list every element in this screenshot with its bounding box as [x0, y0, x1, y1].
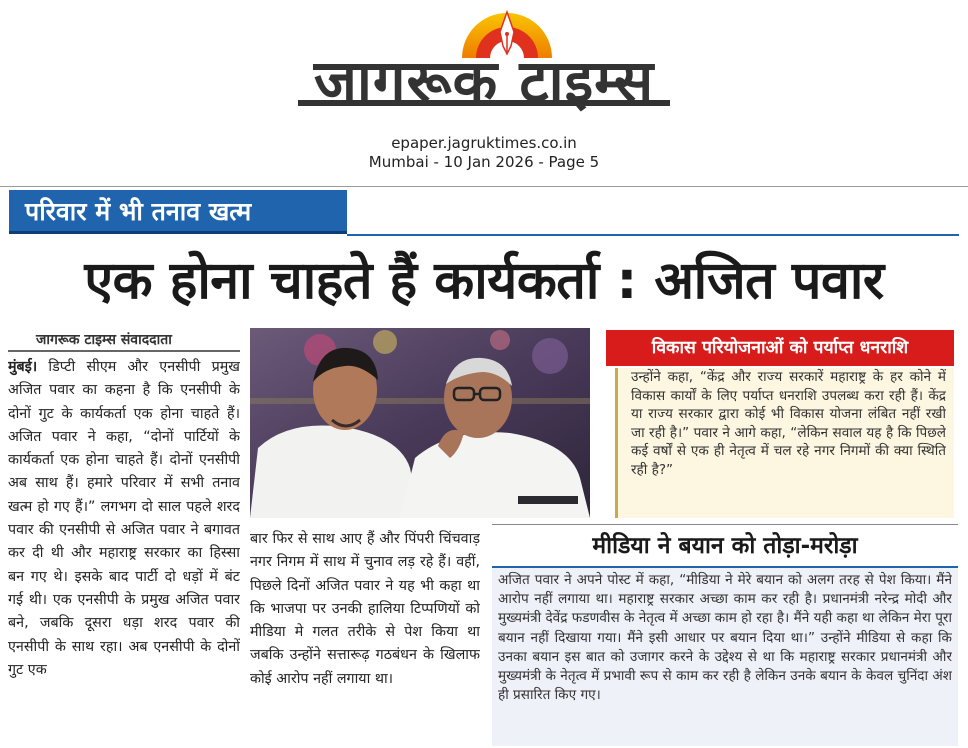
masthead-divider: [0, 186, 968, 187]
photo-illustration: [250, 328, 590, 518]
article-column-1: [8, 356, 240, 744]
kicker: परिवार में भी तनाव खत्म: [9, 190, 347, 234]
edition-date-page: Mumbai - 10 Jan 2026 - Page 5: [368, 153, 600, 171]
masthead: [0, 0, 968, 185]
sidebar-1-body: उन्होंने कहा, “केंद्र और राज्य सरकारें महाराष्ट्र के हर कोने में विकास कार्यों के लिए पर्याप्त धनराशि उपलब्ध करा रही हैं। केंद्र या राज्य सरकार द्वारा कोई भी विकास योजना लंबित नहीं रखी जा रही है।” पवार ने आगे कहा, “लेकिन सवाल यह है कि पिछले कई वर्षों से एक ही नेतृत्व में चल रहे नगर निगमों की क्या स्थिति रही है?”: [631, 369, 946, 478]
newspaper-logo: जागरूक टाइम्स: [313, 47, 655, 115]
dateline: मुंबई।: [8, 359, 38, 375]
headline: एक होना चाहते हैं कार्यकर्ता : अजित पवार: [84, 251, 884, 311]
epaper-url[interactable]: epaper.jagruktimes.co.in: [391, 134, 577, 152]
byline: जागरूक टाइम्स संवाददाता: [36, 332, 172, 348]
sidebar-1-title: विकास परियोजनाओं को पर्याप्त धनराशि: [606, 330, 954, 366]
sidebar-2-title: मीडिया ने बयान को तोड़ा-मरोड़ा: [592, 533, 858, 559]
sidebar-2-body: अजित पवार ने अपने पोस्ट में कहा, “मीडिया ने मेरे बयान को अलग तरह से पेश किया। मैंने आरोप नहीं लगाया था। महाराष्ट्र सरकार अच्छा काम कर रही है। प्रधानमंत्री नरेन्द्र मोदी और मुख्यमंत्री देवेंद्र फडणवीस के नेतृत्व में अच्छा काम हो रहा है। मैंने यही कहा था लेकिन मेरा पूरा बयान नहीं दिखाया गया। मैंने इसी आधार पर बयान दिया था।” उन्होंने मीडिया से कहा कि उनका बयान इस बात को उजागर करने के उद्देश्य से था कि महाराष्ट्र सरकार प्रधानमंत्री और मुख्यमंत्री के नेतृत्व में प्रभावी रूप से काम कर रही है लेकिन उनके बयान के केवल चुनिंदा अंश ही प्रसारित किए गए।: [498, 572, 952, 704]
sidebar-divider: [492, 524, 958, 525]
byline-rule: [8, 350, 240, 352]
article-body-1: डिप्टी सीएम और एनसीपी प्रमुख अजित पवार का कहना है कि एनसीपी के दोनों गुट के कार्यकर्ता एक होना चाहते हैं। अजित पवार ने कहा, “दोनों पार्टियों के कार्यकर्ता एक होना चाहते हैं। दोनों एनसीपी अब साथ हैं। हमारे परिवार में सभी तनाव खत्म हो गए हैं।” लगभग दो साल पहले शरद पवार की एनसीपी से अजित पवार ने बगावत कर दी थी और महाराष्ट्र सरकार का हिस्सा बन गए थे। इसके बाद पार्टी दो धड़ों में बंट गई थी। एक एनसीपी के प्रमुख अजित पवार बने, जबकि दूसरा धड़ा शरद पवार की एनसीपी के साथ रहा। अब एनसीपी के दोनों गुट एक: [8, 359, 240, 678]
news-photo: [250, 328, 590, 518]
kicker-rule: [347, 234, 959, 236]
article-column-2: बार फिर से साथ आए हैं और पिंपरी चिंचवाड़ नगर निगम में साथ में चुनाव लड़ रहे हैं। वहीं, पिछले दिनों अजित पवार ने यह भी कहा था कि भाजपा पर उनकी हालिया टिप्पणियों को मीडिया मे गलत तरीके से पेश किया था जबकि उन्होंने सत्तारूढ़ गठबंधन के खिलाफ कोई आरोप नहीं लगाया था।: [250, 531, 480, 687]
edition-info: [0, 134, 968, 172]
